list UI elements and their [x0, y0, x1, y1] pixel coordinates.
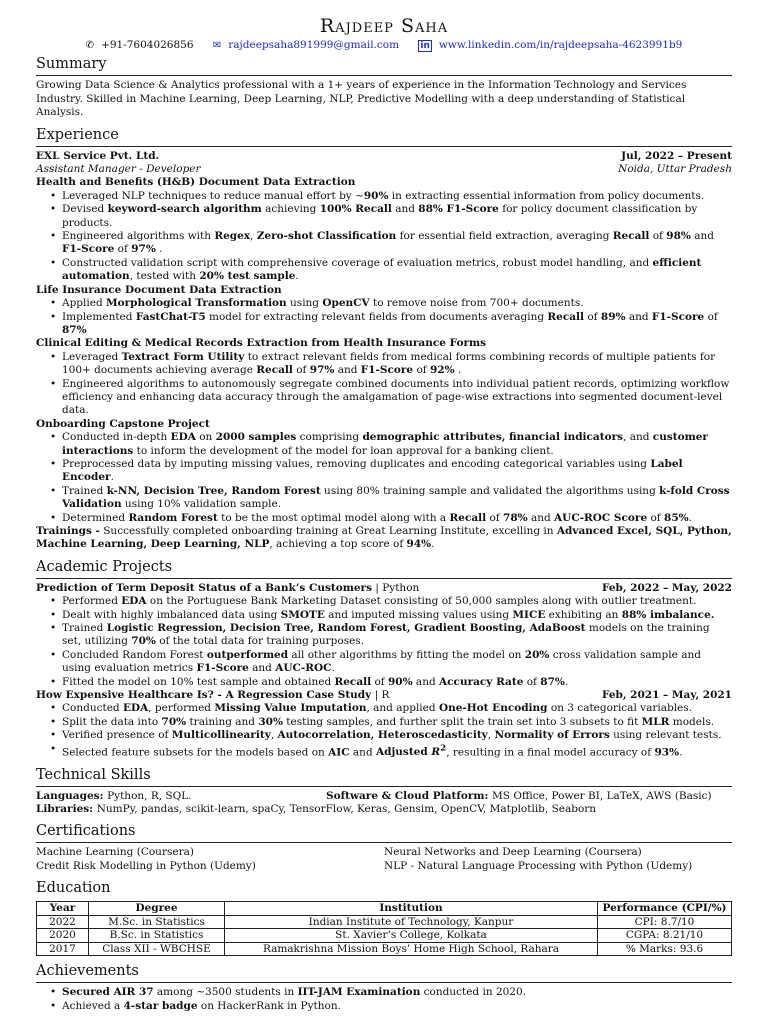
- list-item: • Trained Logistic Regression, Decision Tree, Random Forest, Gradient Boosting, AdaBoost models on the training set, utilizing 70% of the total data for training purposes.: [50, 622, 732, 649]
- academic-project-title: How Expensive Healthcare Is? - A Regression Case Study: [36, 689, 372, 702]
- trainings-text: Trainings - Successfully completed onboarding training at Great Learning Institute, excelling in Advanced Excel, SQL, Python, Machine Learning, Deep Learning, NLP, achieving a top score of 94%.: [36, 525, 732, 551]
- divider: [36, 146, 732, 147]
- table-row: [37, 915, 732, 929]
- list-item: • Leveraged Textract Form Utility to extract relevant fields from medical forms combining records of multiple patients for 100+ documents achieving average Recall of 97% and F1-Score of 92% .: [50, 351, 732, 378]
- candidate-name: Rajdeep Saha: [319, 15, 449, 37]
- bullet-list: [50, 595, 732, 689]
- col-degree: Degree: [89, 902, 225, 916]
- bullet-list: [50, 431, 732, 525]
- table-cell: Indian Institute of Technology, Kanpur: [225, 915, 598, 929]
- academic-project-tech: R: [381, 689, 390, 702]
- bullet-list: [50, 351, 732, 418]
- project-title: Onboarding Capstone Project: [36, 417, 210, 430]
- list-item: • Implemented FastChat-T5 model for extracting relevant fields from documents averaging Recall of 89% and F1-Score of 87%: [50, 311, 732, 338]
- list-item: • Devised keyword-search algorithm achieving 100% Recall and 88% F1-Score for policy document classification by products.: [50, 203, 732, 230]
- list-item: • Preprocessed data by imputing missing values, removing duplicates and encoding categorical variables using Label Encoder.: [50, 458, 732, 485]
- project-title: Clinical Editing & Medical Records Extraction from Health Insurance Forms: [36, 337, 487, 350]
- col-institution: Institution: [225, 902, 598, 916]
- list-item: • Constructed validation script with comprehensive coverage of evaluation metrics, robust model handling, and efficient automation, tested with 20% test sample.: [50, 257, 732, 284]
- col-performance: Performance (CPI/%): [598, 902, 732, 916]
- table-header-row: [37, 902, 732, 916]
- list-item: • Engineered algorithms to autonomously segregate combined documents into individual patient records, optimizing workflow efficiency and enhancing data accuracy through the amalgamation of page-wise extractions into segmented document-level data.: [50, 378, 732, 418]
- divider: [36, 982, 732, 983]
- linkedin-link[interactable]: in www.linkedin.com/in/rajdeepsaha-4623991b9: [420, 39, 683, 51]
- company-dates: Jul, 2022 – Present: [621, 149, 732, 162]
- list-item: • Concluded Random Forest outperformed all other algorithms by fitting the model on 20% cross validation sample and using evaluation metrics F1-Score and AUC-ROC.: [50, 649, 732, 676]
- list-item: • Split the data into 70% training and 30% testing samples, and further split the train set into 3 subsets to fit MLR models.: [50, 716, 732, 729]
- list-item: • Secured AIR 37 among ~3500 students in IIT-JAM Examination conducted in 2020.: [50, 986, 732, 999]
- academic-project-header: Prediction of Term Deposit Status of a Bank’s Customers | Python Feb, 2022 – May, 2022: [36, 581, 732, 594]
- table-cell: M.Sc. in Statistics: [89, 915, 225, 929]
- list-item: • Applied Morphological Transformation using OpenCV to remove noise from 700+ documents.: [50, 297, 732, 310]
- languages: Languages: Python, R, SQL.: [36, 789, 192, 802]
- divider: [36, 578, 732, 579]
- academic-project-dates: Feb, 2022 – May, 2022: [601, 581, 732, 594]
- software: Software & Cloud Platform: MS Office, Power BI, LaTeX, AWS (Basic): [326, 789, 712, 802]
- list-item: • Achieved a 4-star badge on HackerRank in Python.: [50, 1000, 732, 1013]
- bullet-list: [50, 297, 732, 337]
- table-row: [37, 942, 732, 956]
- contact-line: [36, 39, 732, 53]
- table-cell: Class XII - WBCHSE: [89, 942, 225, 956]
- achievements-list: [50, 986, 732, 1013]
- table-cell: B.Sc. in Statistics: [89, 929, 225, 943]
- education-body: [37, 915, 732, 956]
- academic-project-dates: Feb, 2021 – May, 2021: [601, 689, 732, 702]
- role-location: Noida, Uttar Pradesh: [618, 163, 732, 176]
- envelope-icon: ✉: [212, 40, 222, 51]
- divider: [36, 786, 732, 787]
- education-heading: Education: [36, 880, 111, 897]
- academic-project-title: Prediction of Term Deposit Status of a Bank’s Customers: [36, 581, 372, 594]
- libraries: Libraries: NumPy, pandas, scikit-learn, spaCy, TensorFlow, Keras, Gensim, OpenCV, Matplotlib, Seaborn: [36, 803, 597, 815]
- summary-heading: Summary: [36, 56, 107, 73]
- academic-heading: Academic Projects: [36, 558, 173, 575]
- academic-projects: [36, 582, 732, 760]
- table-cell: 2017: [37, 942, 89, 956]
- table-cell: 2020: [37, 929, 89, 943]
- list-item: • Determined Random Forest to be the most optimal model along with a Recall of 78% and AUC-ROC Score of 85%.: [50, 512, 732, 525]
- table-cell: St. Xavier’s College, Kolkata: [225, 929, 598, 943]
- list-item: • Verified presence of Multicollinearity, Autocorrelation, Heteroscedasticity, Normality of Errors using relevant tests.: [50, 729, 732, 742]
- divider: [36, 842, 732, 843]
- list-item: • Selected feature subsets for the models based on AIC and Adjusted $R^2$, resulting in a final model accuracy of 93%.: [50, 743, 732, 760]
- project-title: Life Insurance Document Data Extraction: [36, 283, 282, 296]
- phone-icon: ✆: [85, 40, 95, 51]
- table-cell: CPI: 8.7/10: [598, 915, 732, 929]
- bullet-list: [50, 702, 732, 759]
- email-link[interactable]: ✉ rajdeepsaha891999@gmail.com: [212, 39, 400, 51]
- divider: [36, 75, 732, 76]
- role-row: [36, 163, 732, 176]
- achievements-heading: Achievements: [36, 963, 139, 980]
- table-cell: CGPA: 8.21/10: [598, 929, 732, 943]
- project-title: Health and Benefits (H&B) Document Data Extraction: [36, 176, 356, 189]
- cert-item: Neural Networks and Deep Learning (Coursera): [384, 846, 642, 859]
- list-item: • Performed EDA on the Portuguese Bank Marketing Dataset consisting of 50,000 samples along with outlier treatment.: [50, 595, 732, 608]
- role-title: Assistant Manager - Developer: [36, 163, 201, 176]
- cert-item: Credit Risk Modelling in Python (Udemy): [36, 859, 256, 872]
- list-item: • Dealt with highly imbalanced data using SMOTE and imputed missing values using MICE exhibiting an 88% imbalance.: [50, 609, 732, 622]
- company-row: [36, 150, 732, 163]
- bullet-list: [50, 190, 732, 284]
- skills-heading: Technical Skills: [36, 766, 151, 783]
- col-year: Year: [37, 902, 89, 916]
- table-cell: 2022: [37, 915, 89, 929]
- summary-text: Growing Data Science & Analytics professional with a 1+ years of experience in the Information Technology and Services Industry. Skilled in Machine Learning, Deep Learning, NLP, Predictive Modelling with a deep understanding of Statistical Analysis.: [36, 79, 687, 119]
- table-cell: Ramakrishna Mission Boys’ Home High School, Rahara: [225, 942, 598, 956]
- certifications-heading: Certifications: [36, 823, 136, 840]
- linkedin-icon: in: [420, 41, 430, 51]
- list-item: • Leveraged NLP techniques to reduce manual effort by ~90% in extracting essential information from policy documents.: [50, 190, 732, 203]
- experience-heading: Experience: [36, 126, 119, 143]
- table-row: [37, 929, 732, 943]
- table-cell: % Marks: 93.6: [598, 942, 732, 956]
- list-item: • Engineered algorithms with Regex, Zero-shot Classification for essential field extraction, averaging Recall of 98% and F1-Score of 97% .: [50, 230, 732, 257]
- certifications-list: [36, 846, 732, 873]
- experience-projects: [36, 176, 732, 525]
- cert-item: Machine Learning (Coursera): [36, 846, 194, 859]
- company-name: EXL Service Pvt. Ltd.: [36, 149, 160, 162]
- academic-project-tech: Python: [382, 581, 420, 594]
- cert-item: NLP - Natural Language Processing with Python (Udemy): [384, 859, 693, 872]
- academic-project-header: How Expensive Healthcare Is? - A Regression Case Study | R Feb, 2021 – May, 2021: [36, 689, 732, 702]
- list-item: • Fitted the model on 10% test sample and obtained Recall of 90% and Accuracy Rate of 87%.: [50, 676, 732, 689]
- list-item: • Trained k-NN, Decision Tree, Random Forest using 80% training sample and validated the algorithms using k-fold Cross Validation using 10% validation sample.: [50, 485, 732, 512]
- list-item: • Conducted in-depth EDA on 2000 samples comprising demographic attributes, financial indicators, and customer interactions to inform the development of the model for loan approval for a banking client.: [50, 431, 732, 458]
- phone[interactable]: ✆ +91-7604026856: [85, 39, 194, 51]
- list-item: • Conducted EDA, performed Missing Value Imputation, and applied One-Hot Encoding on 3 categorical variables.: [50, 702, 732, 715]
- skills-row: [36, 790, 732, 803]
- education-table: [36, 901, 732, 956]
